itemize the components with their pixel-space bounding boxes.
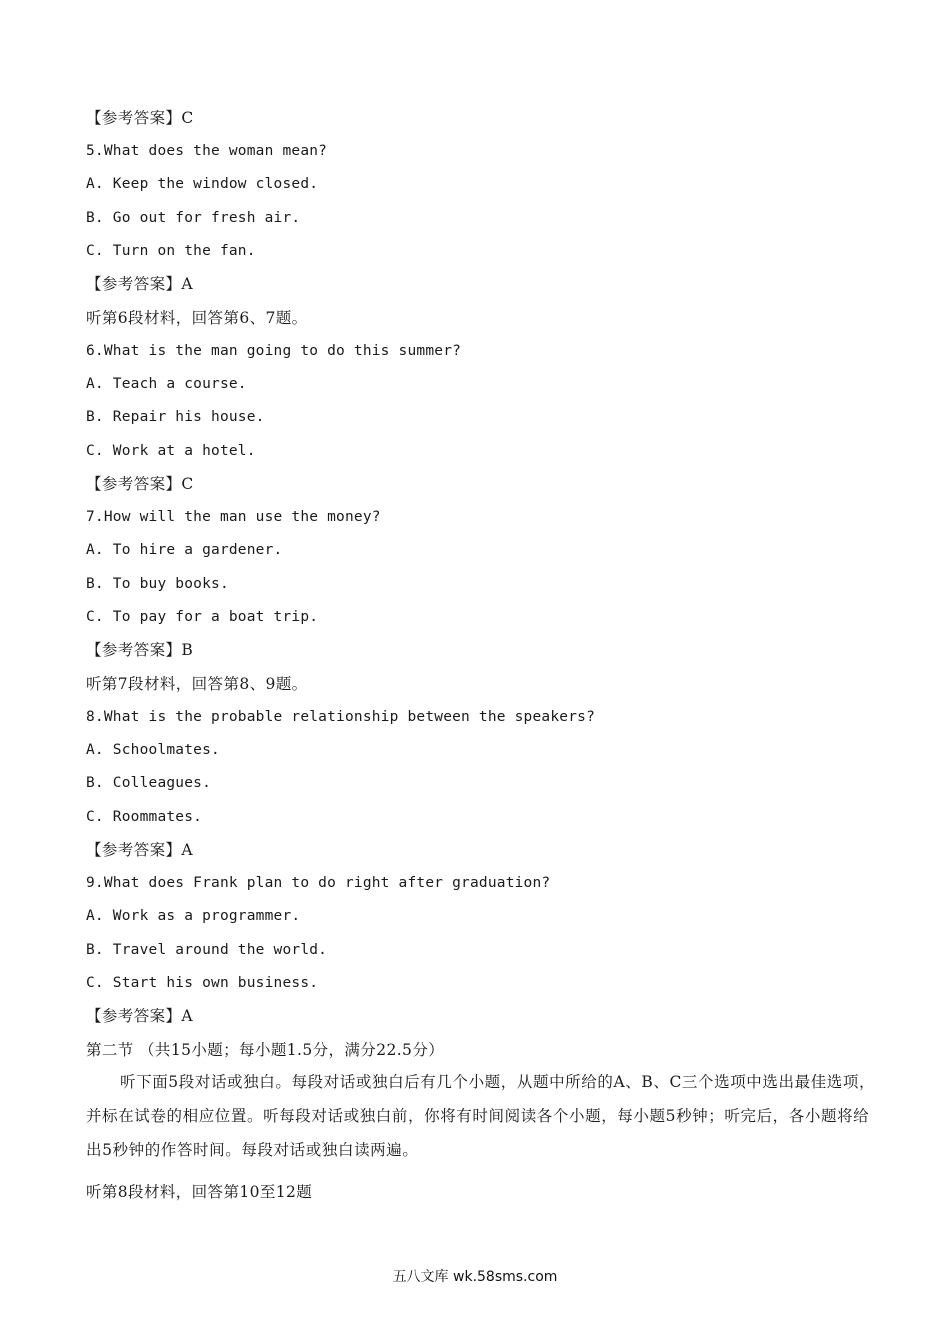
- option-9b: B. Travel around the world.: [86, 942, 328, 958]
- option-8b: B. Colleagues.: [86, 775, 212, 791]
- option-5b: B. Go out for fresh air.: [86, 210, 301, 226]
- answer-key-6: 【参考答案】C: [86, 475, 194, 493]
- section-8-heading: 听第8段材料，回答第10至12题: [86, 1183, 313, 1201]
- part-two-heading: 第二节 （共15小题；每小题1.5分，满分22.5分）: [86, 1041, 445, 1059]
- answer-key-4: 【参考答案】C: [86, 109, 194, 127]
- footer-watermark: 五八文库 wk.58sms.com: [392, 1269, 558, 1285]
- option-9a: A. Work as a programmer.: [86, 908, 301, 924]
- answer-key-8: 【参考答案】A: [86, 841, 193, 859]
- option-9c: C. Start his own business.: [86, 975, 319, 991]
- option-5c: C. Turn on the fan.: [86, 243, 256, 259]
- option-6b: B. Repair his house.: [86, 409, 265, 425]
- section-6-heading: 听第6段材料，回答第6、7题。: [86, 309, 308, 327]
- question-8: 8.What is the probable relationship between the speakers?: [86, 709, 595, 725]
- option-7b: B. To buy books.: [86, 576, 229, 592]
- answer-key-5: 【参考答案】A: [86, 275, 193, 293]
- option-5a: A. Keep the window closed.: [86, 176, 319, 192]
- section-7-heading: 听第7段材料，回答第8、9题。: [86, 675, 308, 693]
- answer-key-9: 【参考答案】A: [86, 1007, 193, 1025]
- question-5: 5.What does the woman mean?: [86, 143, 328, 159]
- option-8c: C. Roommates.: [86, 809, 203, 825]
- instructions-text: 听下面5段对话或独白。每段对话或独白后有几个小题，从题中所给的A、B、C三个选项中选出最佳选项，并标在试卷的相应位置。听每段对话或独白前，你将有时间阅读各个小题，每小题5秒钟；听完后，各小题将给出5秒钟的作答时间。每段对话或独白读两遍。: [86, 1073, 876, 1159]
- option-8a: A. Schoolmates.: [86, 742, 220, 758]
- option-6c: C. Work at a hotel.: [86, 443, 256, 459]
- option-6a: A. Teach a course.: [86, 376, 247, 392]
- question-9: 9.What does Frank plan to do right after graduation?: [86, 875, 551, 891]
- answer-key-7: 【参考答案】B: [86, 641, 194, 659]
- option-7a: A. To hire a gardener.: [86, 542, 283, 558]
- question-6: 6.What is the man going to do this summer?: [86, 343, 462, 359]
- question-7: 7.How will the man use the money?: [86, 509, 381, 525]
- instructions-paragraph: [86, 1065, 878, 1167]
- option-7c: C. To pay for a boat trip.: [86, 609, 319, 625]
